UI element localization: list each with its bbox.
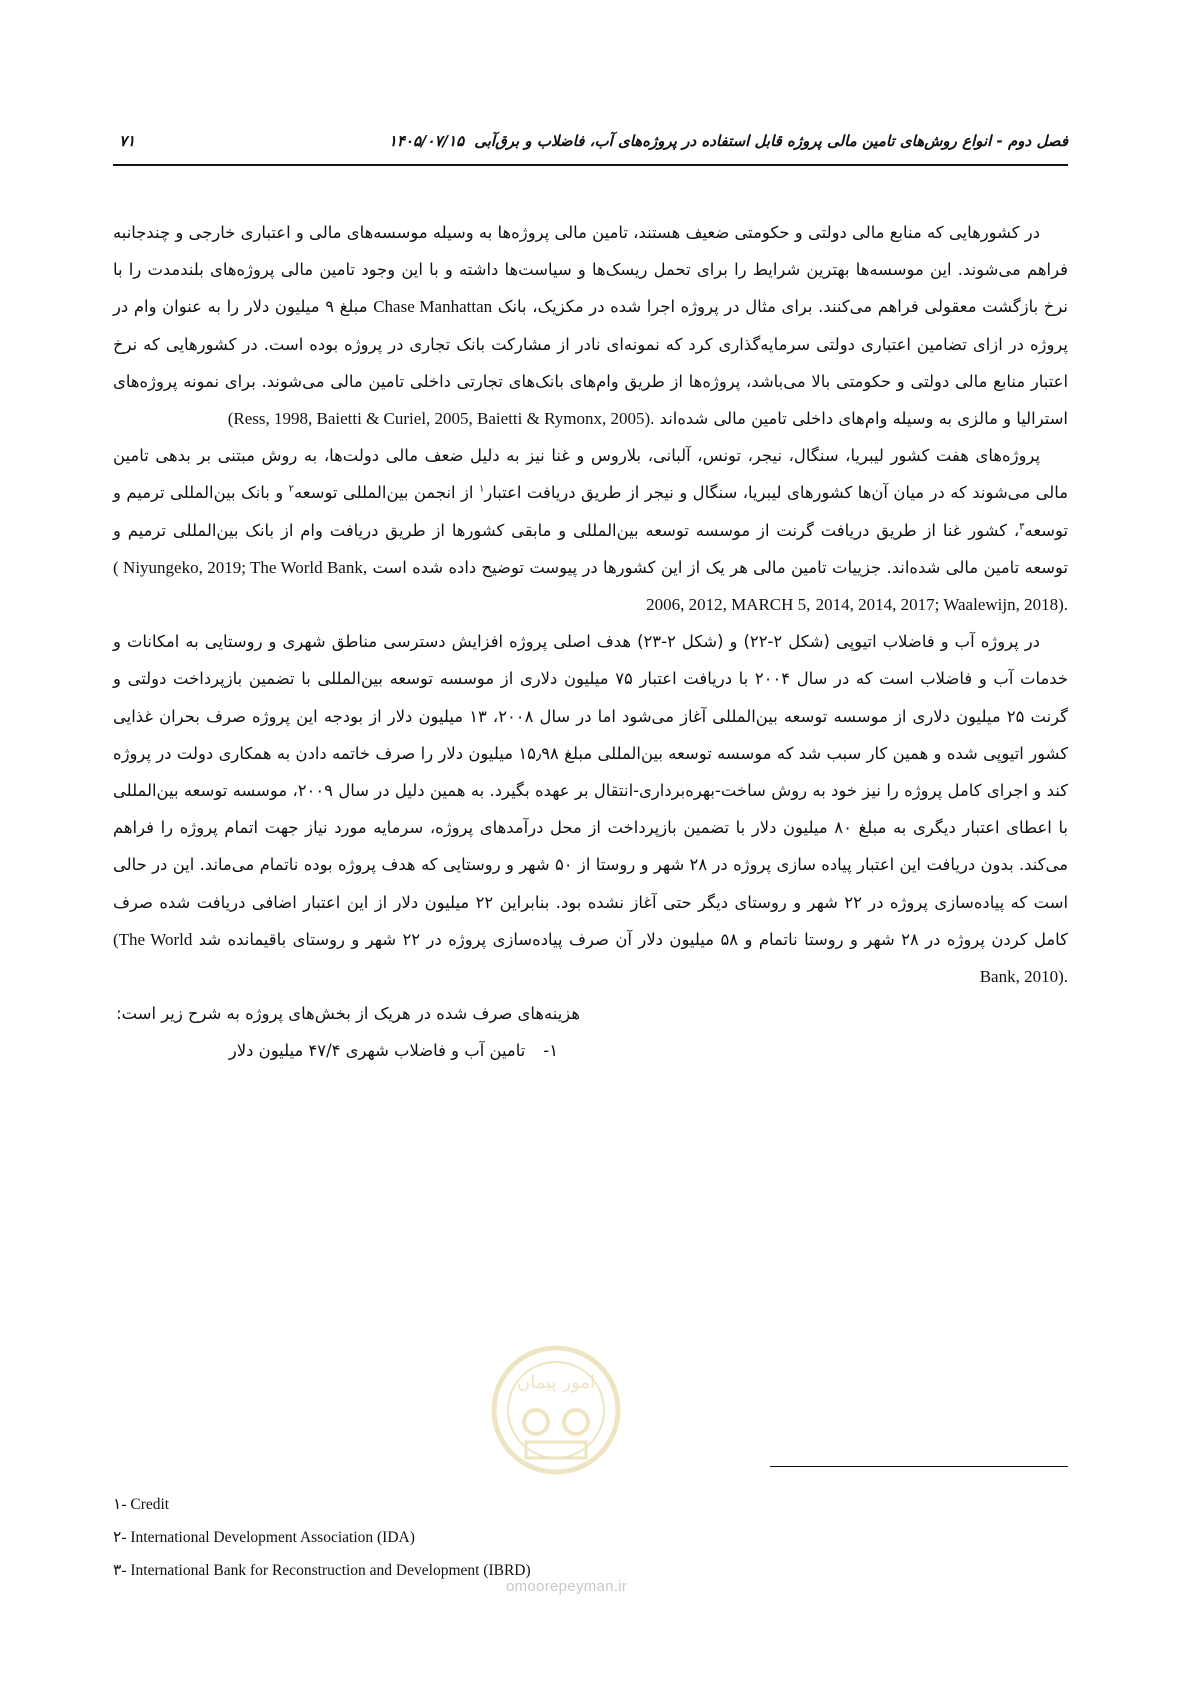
paragraph-1-line: تامین مالی پروژه‌های بلندمدت را با نرخ بازگشت معقولی فراهم می‌کنند. برای مثال در پروژه اجرا شده در مکزیک، بانک — [113, 260, 1068, 317]
paragraph-2-line: مبتنی بر بدهی تامین مالی می‌شوند که در میان آن‌ها کشورهای لیبریا، سنگال و نیجر از طریق دریافت اعتبار — [113, 446, 1068, 503]
paragraph-1-line: می‌باشد، پروژه‌ها از طریق وام‌های بانک‌های تجارتی داخلی تامین مالی می‌شوند. برای نمونه پروژه‌های استرالیا و مالزی به — [113, 371, 1068, 429]
paragraph-2-line: مابقی کشورها از طریق دریافت وام از بانک بین‌المللی ترمیم و توسعه تامین مالی شده‌اند. جزییات تامین مالی هر یک از — [113, 520, 1069, 577]
chapter-title — [389, 132, 1068, 150]
paragraph-1-line: خارجی و چندجانبه فراهم می‌شوند. این موسسه‌ها بهترین شرایط را برای تحمل ریسک‌ها و سیاست‌ها داشته و با این وجود — [113, 223, 1068, 280]
paragraph-2-line: از انجمن — [413, 483, 479, 503]
citation: 2014, 2014, 2017; Waalewijn, 2018). — [815, 595, 1068, 615]
watermark-gear-icon — [524, 1410, 548, 1434]
paragraph-2-line: و بانک بین‌المللی ترمیم و توسعه — [113, 483, 1069, 540]
paragraph-3-line: توسعه بین‌المللی مبلغ ۱۵٫۹۸ میلیون دلار را صرف خاتمه دادن به همکاری دولت در پروژه کند و اجرای کامل پروژه را — [113, 743, 1069, 801]
citation: (The World Bank, 2010). — [113, 929, 1068, 987]
paragraph-3-line: نیز خود به روش ساخت-بهره‌برداری-انتقال بر عهده بگیرد. به همین دلیل در سال ۲۰۰۹، موسسه توسعه بین‌المللی با — [113, 781, 1068, 838]
citation: (Ress, 1998, Baietti & Curiel, 2005, Baietti & Rymonx, 2005). — [227, 409, 655, 429]
header-rule — [113, 164, 1068, 166]
paragraph-2-line: بین‌المللی توسعه — [294, 483, 409, 503]
paragraph-2-line: این کشورها در پیوست توضیح داده شده است — [372, 557, 683, 577]
footnote-2: ۲- International Development Association (IDA) — [113, 1529, 415, 1546]
paragraph-3-line: توسعه بین‌المللی با تضمین بازپرداخت دولتی و گرنت ۲۵ میلیون دلاری از موسسه توسعه بین‌المللی آغاز می‌شود اما در — [113, 669, 1068, 726]
watermark-ring — [494, 1348, 618, 1472]
paragraph-2-line: پروژه‌های هفت کشور لیبریا، سنگال، نیجر، تونس، آلبانی، بلاروس و غنا نیز به دلیل ضعف مالی دولت‌ها، به روش — [261, 446, 1041, 466]
watermark-logo-text: امور پیمان — [517, 1372, 595, 1393]
paragraph-3-line: هدف پروژه بوده ناتمام می‌ماند. این در حالی است که پیاده‌سازی پروژه در ۲۲ شهر و روستای دیگر حتی آغاز نشده بود. — [113, 855, 1069, 912]
bank-name: Chase Manhattan — [373, 297, 493, 317]
watermark-logo — [486, 1340, 626, 1480]
citation: ( Niyungeko, 2019; The World Bank, 2006, 2012, MARCH 5, — [113, 557, 811, 615]
paragraph-3-line: بنابراین ۲۲ میلیون دلار از این اعتبار اضافی دریافت شده صرف کامل کردن پروژه در ۲۸ شهر و روستا ناتمام و ۵۸ — [113, 892, 1068, 949]
paragraph-3-line: روستایی به امکانات و خدمات آب و فاضلاب است که در سال ۲۰۰۴ با دریافت اعتبار ۷۵ میلیون دلاری از موسسه — [113, 632, 1068, 689]
watermark-url: omoorepeyman.ir — [506, 1578, 628, 1595]
paragraph-3-line: در پروژه آب و فاضلاب اتیوپی (شکل ۲-۲۲) و (شکل ۲-۲۳) هدف اصلی پروژه افزایش دسترسی مناطق شهری و — [268, 632, 1040, 652]
chapter-title-text: فصل دوم - انواع روش‌های تامین مالی پروژه قابل استفاده در پروژه‌های آب، فاضلاب و برق‌آبی — [474, 132, 1068, 150]
paragraph-1 — [113, 214, 1068, 437]
paragraph-1-line: نمونه‌ای نادر از مشارکت بانک تجاری در پروژه بوده است. در کشورهایی که نرخ اعتبار منابع مالی دولتی و حکومتی بالا — [113, 334, 1068, 391]
list-item-text: تامین آب و فاضلاب شهری ۴۷/۴ میلیون دلار — [228, 1041, 526, 1061]
paragraph-3 — [113, 623, 1068, 995]
paragraph-1-line: وسیله وام‌های داخلی تامین مالی شده‌اند — [659, 409, 934, 429]
list-item — [113, 1032, 1068, 1069]
footnote-ref-1: ۱ — [478, 483, 485, 495]
header-date: ۱۴۰۵/۰۷/۱۵ — [388, 132, 465, 150]
paragraph-3-line: اتمام پروژه را فراهم می‌کند. بدون دریافت این اعتبار پیاده سازی پروژه در ۲۸ شهر و روستا از ۵۰ شهر و روستایی که — [113, 818, 1068, 875]
paragraph-1-line: در کشورهایی که منابع مالی دولتی و حکومتی ضعیف هستند، تامین مالی پروژه‌ها به وسیله موسسه‌های مالی و اعتباری — [240, 223, 1040, 242]
running-header — [113, 126, 1068, 166]
paragraph-2-line: ، کشور غنا از طریق دریافت گرنت از موسسه توسعه بین‌المللی و — [558, 520, 1020, 540]
page-number: ۷۱ — [119, 132, 136, 150]
footnote-ref-2: ۲ — [288, 483, 295, 495]
watermark-grid-icon — [526, 1442, 586, 1458]
list-intro: هزینه‌های صرف شده در هریک از بخش‌های پروژه به شرح زیر است: — [116, 1004, 580, 1024]
footnote-rule — [770, 1466, 1068, 1467]
paragraph-1-line: مبلغ ۹ میلیون دلار را به عنوان وام در پروژه در ازای تضامین اعتباری دولتی سرمایه‌گذاری کرد که — [113, 297, 1068, 354]
paragraph-2 — [113, 437, 1068, 623]
footnotes — [113, 1488, 713, 1587]
watermark-gear-icon — [564, 1410, 588, 1434]
paragraph-3-line: سال ۲۰۰۸، ۱۳ میلیون دلار از بودجه این پروژه صرف بحران غذایی کشور اتیوپی شده و همین کار سبب شد که موسسه — [113, 706, 1068, 763]
footnote-1: ۱- Credit — [113, 1496, 170, 1513]
footnote-ref-3: ۳ — [1019, 521, 1025, 533]
paragraph-3-line: میلیون دلار آن صرف پیاده‌سازی پروژه در ۲۲ شهر و روستای باقیمانده شد — [198, 929, 715, 949]
list-item-marker: ۱- — [543, 1041, 558, 1061]
body-text — [113, 214, 1068, 1070]
footnote-3: ۳- International Bank for Reconstruction and Development (IBRD) — [113, 1562, 531, 1579]
watermark-inner-ring — [508, 1362, 604, 1458]
paragraph-3-line: اعطای اعتبار دیگری به مبلغ ۸۰ میلیون دلار با تضمین بازپرداخت از محل درآمدهای پروژه، سرمایه مورد نیاز جهت — [264, 818, 1052, 838]
